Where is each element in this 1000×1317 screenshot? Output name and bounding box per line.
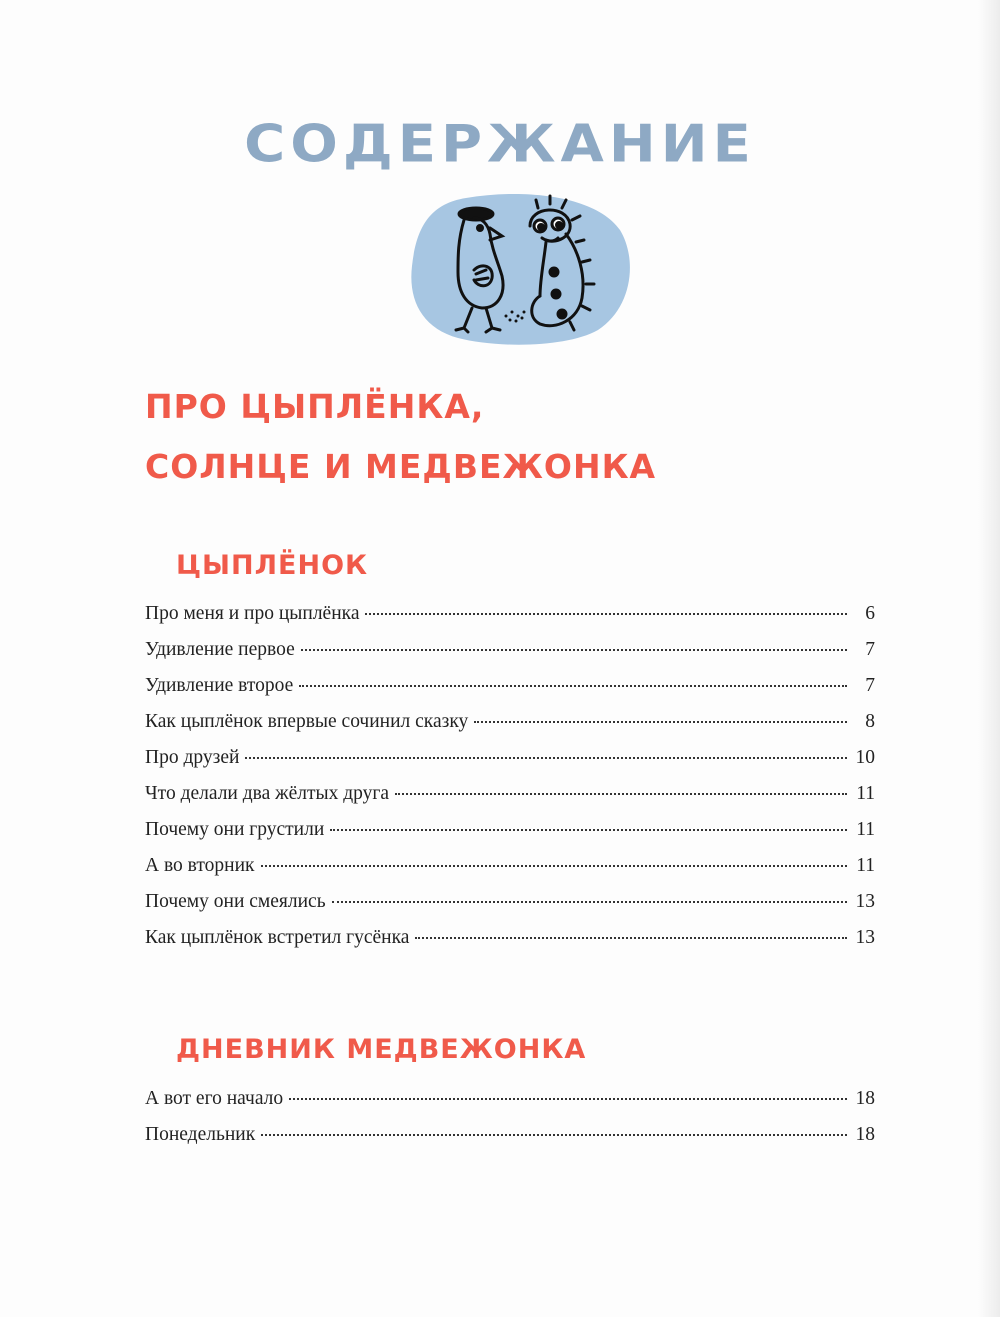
- toc-entry-page: 18: [855, 1124, 875, 1145]
- dot-leader: [261, 1134, 847, 1136]
- page-edge-shadow: [978, 0, 1000, 1317]
- toc-entry[interactable]: [145, 639, 875, 675]
- toc-entry-page: 11: [856, 855, 875, 876]
- toc-entry[interactable]: [145, 927, 875, 963]
- toc-entry[interactable]: [145, 603, 875, 639]
- toc-entry-label: Удивление второе: [145, 675, 294, 696]
- section-heading: ДНЕВНИК МЕДВЕЖОНКА: [176, 1034, 587, 1065]
- toc-entry-label: А вот его начало: [145, 1088, 284, 1109]
- toc-entry-page: 11: [856, 783, 875, 804]
- toc-entry-label: А во вторник: [145, 855, 255, 876]
- toc-entry-page: 7: [865, 675, 875, 696]
- toc-entry[interactable]: [145, 675, 875, 711]
- toc-entry-page: 6: [865, 603, 875, 624]
- book-title-line-1: ПРО ЦЫПЛЁНКА,: [145, 387, 485, 426]
- toc-entry-label: Понедельник: [145, 1124, 256, 1145]
- dot-leader: [332, 901, 847, 903]
- toc-entry-page: 11: [856, 819, 875, 840]
- toc-entry[interactable]: [145, 891, 875, 927]
- toc-entry[interactable]: [145, 783, 875, 819]
- emblem-background: [411, 194, 630, 345]
- toc-entry-label: Почему они смеялись: [145, 891, 326, 912]
- dot-leader: [330, 829, 847, 831]
- toc-entry[interactable]: [145, 819, 875, 855]
- dot-leader: [261, 865, 848, 867]
- chick-and-caterpillar-emblem: [406, 190, 634, 346]
- dot-leader: [395, 793, 847, 795]
- toc-entry[interactable]: [145, 1088, 875, 1124]
- dot-leader: [289, 1098, 847, 1100]
- toc-entry-label: Про меня и про цыплёнка: [145, 603, 360, 624]
- toc-entry-page: 13: [855, 927, 875, 948]
- dot-leader: [245, 757, 847, 759]
- dot-leader: [474, 721, 847, 723]
- toc-entry-page: 18: [855, 1088, 875, 1109]
- page-title: СОДЕРЖАНИЕ: [244, 114, 756, 175]
- toc-entry[interactable]: [145, 855, 875, 891]
- toc-entry-page: 7: [865, 639, 875, 660]
- toc-entry-label: Как цыплёнок встретил гусёнка: [145, 927, 410, 948]
- toc-list: [145, 1088, 875, 1160]
- toc-entry[interactable]: [145, 747, 875, 783]
- toc-entry-label: Удивление первое: [145, 639, 295, 660]
- toc-entry[interactable]: [145, 1124, 875, 1160]
- dot-leader: [365, 613, 847, 615]
- toc-entry-page: 8: [865, 711, 875, 732]
- toc-entry-label: Почему они грустили: [145, 819, 325, 840]
- dot-leader: [299, 685, 847, 687]
- toc-entry-page: 10: [855, 747, 875, 768]
- toc-entry-label: Что делали два жёлтых друга: [145, 783, 390, 804]
- toc-entry-label: Про друзей: [145, 747, 240, 768]
- section-heading: ЦЫПЛЁНОК: [176, 550, 369, 581]
- toc-entry-page: 13: [855, 891, 875, 912]
- dot-leader: [301, 649, 847, 651]
- toc-list: [145, 603, 875, 963]
- book-title-line-2: СОЛНЦЕ И МЕДВЕЖОНКА: [145, 447, 657, 486]
- toc-entry[interactable]: [145, 711, 875, 747]
- toc-entry-label: Как цыплёнок впервые сочинил сказку: [145, 711, 469, 732]
- dot-leader: [415, 937, 847, 939]
